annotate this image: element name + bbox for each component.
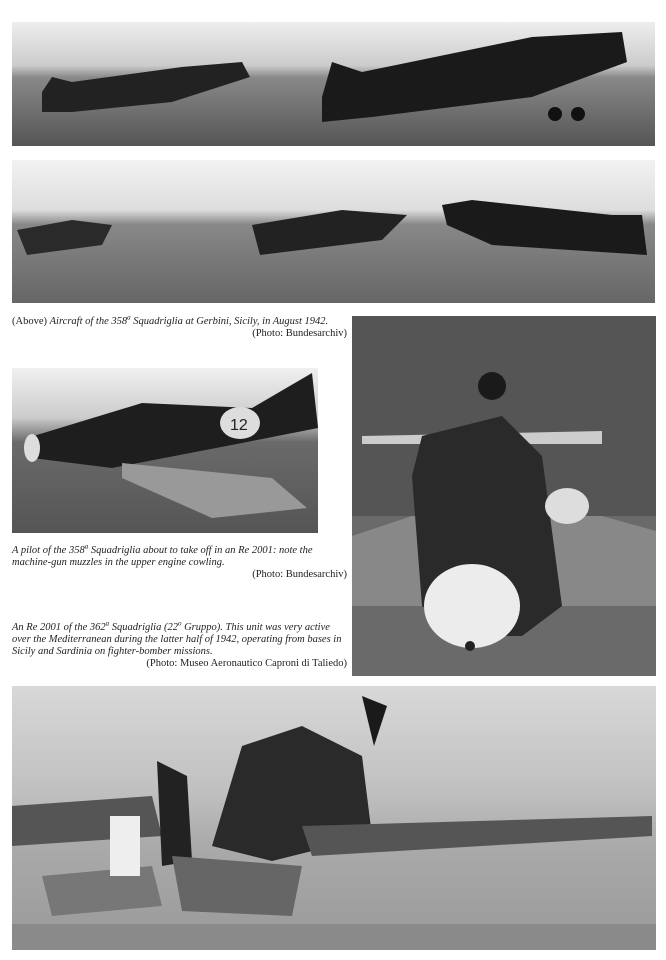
photo-three-aircraft-lineup — [12, 160, 655, 303]
superscript: o — [177, 619, 182, 628]
photo-credit: (Photo: Bundesarchiv) — [252, 569, 347, 580]
caption-text: A pilot of the 358 — [12, 545, 85, 556]
caption-re2001 — [12, 619, 347, 670]
fuselage-code: 12 — [230, 417, 248, 434]
caption-lead: (Above) — [12, 316, 47, 327]
photo-credit: (Photo: Bundesarchiv) — [252, 328, 347, 339]
caption-pilot — [12, 542, 347, 581]
caption-text: An Re 2001 of the 362 — [12, 622, 106, 633]
photo-credit: (Photo: Museo Aeronautico Caproni di Taliedo) — [146, 658, 347, 669]
photo-two-aircraft-airfield — [12, 22, 655, 146]
superscript: a — [84, 542, 89, 551]
superscript: a — [127, 313, 131, 322]
caption-text: Aircraft of the 358 — [49, 316, 128, 327]
photo-pilot-cockpit-front — [352, 316, 656, 676]
superscript: a — [105, 619, 110, 628]
caption-text: Gruppo). This unit was very active over the Mediterranean during the latter half of 1942, operating from bases in Sicily and Sardinia on fighter-bomber missions. — [12, 622, 342, 657]
photo-aircraft-ground-crew — [12, 686, 656, 950]
caption-text: Squadriglia (22 — [109, 622, 178, 633]
caption-text: Squadriglia at Gerbini, Sicily, in August 1942. — [130, 316, 329, 327]
photo-aircraft-side-view — [12, 368, 318, 533]
caption-gerbini — [12, 313, 347, 340]
caption-text: Squadriglia about to take off in an Re 2001: note the machine-gun muzzles in the upper engine cowling. — [12, 545, 313, 568]
